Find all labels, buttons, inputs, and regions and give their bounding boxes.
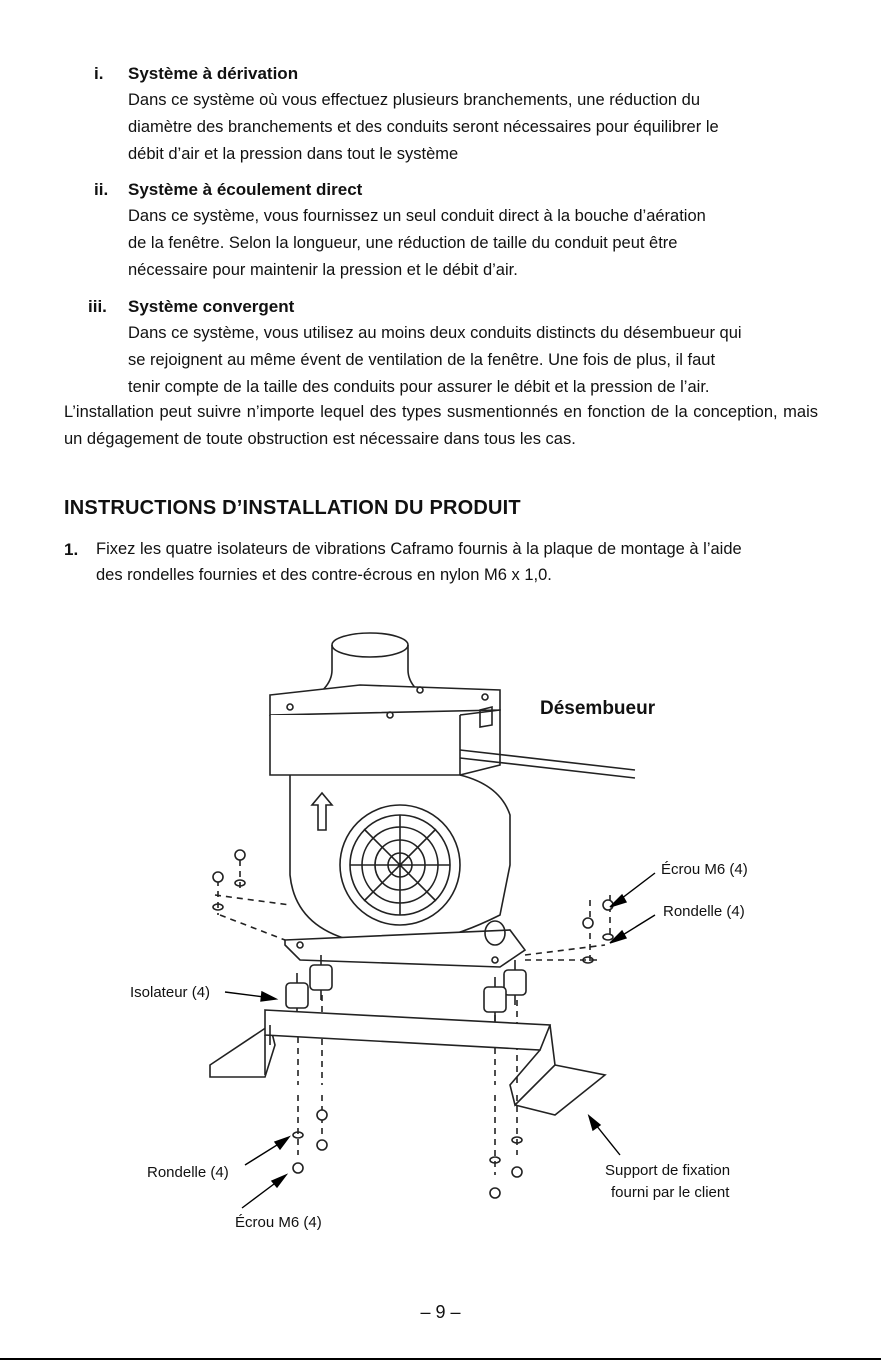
isolator-label: Isolateur (4) <box>130 984 211 1001</box>
page-number: – 9 – <box>420 1302 461 1322</box>
nut-washer-group-top-right <box>583 900 613 963</box>
leader-arrow-nut-bottom <box>242 1175 286 1208</box>
system-line: Dans ce système où vous effectuez plusieurs branchements, une réduction du <box>128 91 701 109</box>
system-numeral: i. <box>94 64 104 83</box>
bottom-rule <box>0 1358 881 1360</box>
leader-arrow-washer-top <box>610 915 655 943</box>
nut-washer-group-top-left <box>213 850 245 910</box>
diagram-illustration <box>100 615 820 1255</box>
leader-arrow-isolator <box>225 992 276 1001</box>
system-line: se rejoignent au même évent de ventilation de la fenêtre. Une fois de plus, il faut <box>128 351 716 369</box>
airflow-up-arrow <box>312 793 332 830</box>
system-line: Dans ce système, vous utilisez au moins deux conduits distincts du désembueur qui <box>128 324 742 342</box>
washer-bottom-label: Rondelle (4) <box>147 1164 229 1181</box>
system-line: débit d’air et la pression dans tout le système <box>128 145 459 163</box>
device-label: Désembueur <box>540 698 656 719</box>
system-line: Dans ce système, vous fournissez un seul conduit direct à la bouche d’aération <box>128 207 706 225</box>
system-title: Système à dérivation <box>128 64 299 83</box>
system-line: tenir compte de la taille des conduits pour assurer le débit et la pression de l’air. <box>128 378 710 396</box>
system-numeral: ii. <box>94 180 109 199</box>
system-line: nécessaire pour maintenir la pression et le débit d’air. <box>128 261 518 279</box>
customer-bracket <box>210 1010 605 1115</box>
system-line: de la fenêtre. Selon la longueur, une réduction de taille du conduit peut être <box>128 234 678 252</box>
nut-bottom-label: Écrou M6 (4) <box>235 1214 322 1231</box>
installation-note: L’installation peut suivre n’importe lequel des types susmentionnés en fonction de la conception, mais un dégagement de toute obstruction est nécessaire dans tous les cas. <box>64 403 818 448</box>
defogger-housing <box>270 685 500 775</box>
system-numeral: iii. <box>88 297 107 316</box>
leader-arrow-bracket <box>589 1116 620 1155</box>
nut-washer-group-bottom <box>293 1110 522 1198</box>
system-title: Système convergent <box>128 297 295 316</box>
bracket-label-line1: Support de fixation <box>605 1162 731 1179</box>
leader-arrow-washer-bottom <box>245 1137 289 1165</box>
system-line: diamètre des branchements et des conduits seront nécessaires pour équilibrer le <box>128 118 719 136</box>
system-title: Système à écoulement direct <box>128 180 363 199</box>
step-line: des rondelles fournies et des contre-écrous en nylon M6 x 1,0. <box>96 566 552 584</box>
bracket-label-line2: fourni par le client <box>611 1184 730 1201</box>
step-line: Fixez les quatre isolateurs de vibrations Caframo fournis à la plaque de montage à l’aide <box>96 540 742 558</box>
power-cable <box>460 750 635 778</box>
nut-top-label: Écrou M6 (4) <box>661 861 748 878</box>
step-number: 1. <box>64 540 79 559</box>
washer-top-label: Rondelle (4) <box>663 903 745 920</box>
section-heading: INSTRUCTIONS D’INSTALLATION DU PRODUIT <box>64 497 521 519</box>
installation-diagram <box>100 615 820 1255</box>
leader-arrow-nut-top <box>610 873 655 907</box>
